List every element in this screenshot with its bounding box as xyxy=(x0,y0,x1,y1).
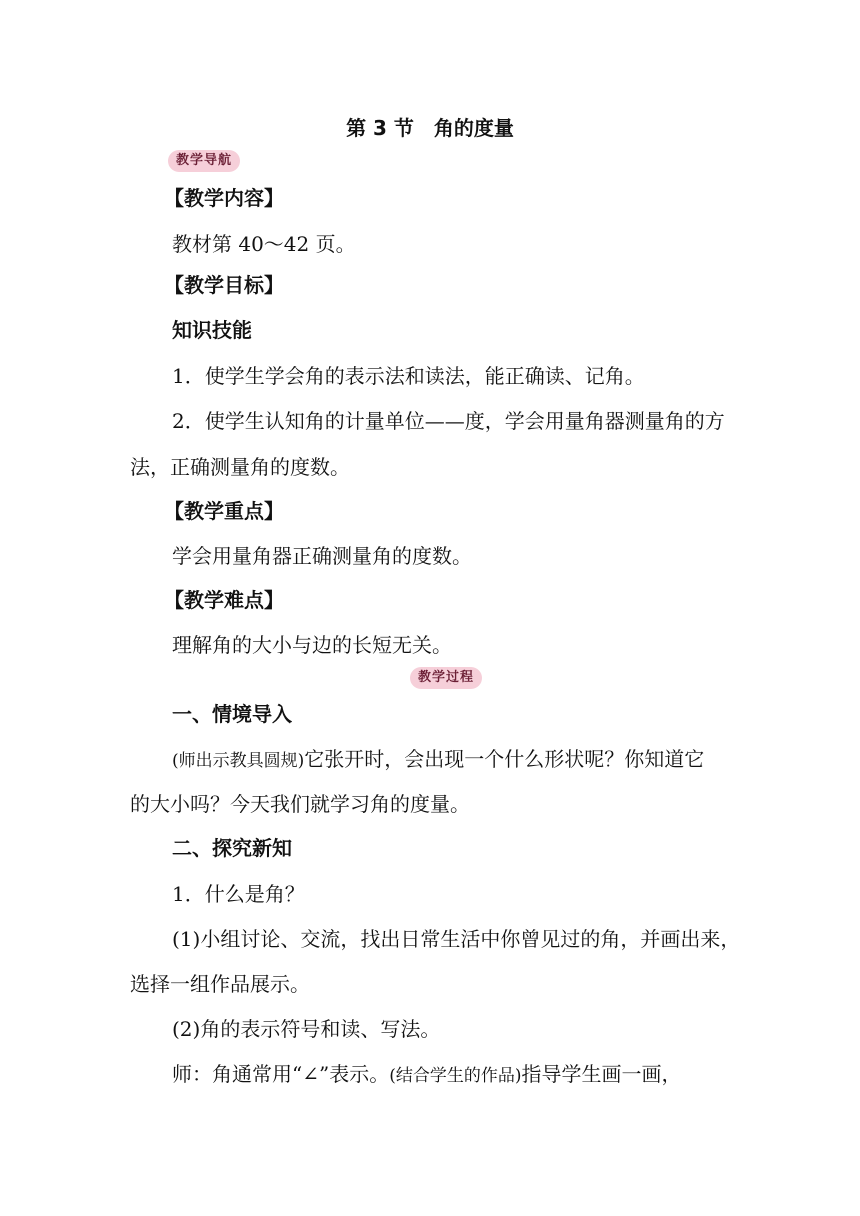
explore-item-1: 1．什么是角？ xyxy=(172,882,305,906)
intro-line-1 xyxy=(172,747,704,773)
skill-heading: 知识技能 xyxy=(172,318,252,342)
teacher-aside: (结合学生的作品) xyxy=(389,1066,522,1086)
teacher-line xyxy=(172,1062,681,1088)
teaching-guide-badge: 教学导航 xyxy=(168,150,240,172)
explore-item-1a-line2: 选择一组作品展示。 xyxy=(130,972,310,996)
goal-item-1: 1．使学生学会角的表示法和读法，能正确读、记角。 xyxy=(172,364,645,388)
intro-heading: 一、情境导入 xyxy=(172,702,292,726)
explore-item-1a-line1: (1)小组讨论、交流，找出日常生活中你曾见过的角，并画出来， xyxy=(172,927,741,951)
goal-item-2-line1: 2．使学生认知角的计量单位——度，学会用量角器测量角的方 xyxy=(172,409,725,433)
difficulty-heading: 【教学难点】 xyxy=(164,588,284,612)
page-title: 第 3 节 角的度量 xyxy=(346,116,514,140)
teaching-process-badge: 教学过程 xyxy=(410,667,482,689)
goal-item-2-line2: 法，正确测量角的度数。 xyxy=(130,455,350,479)
teacher-rest: 指导学生画一画， xyxy=(521,1062,682,1086)
goal-heading: 【教学目标】 xyxy=(164,273,284,297)
difficulty-text: 理解角的大小与边的长短无关。 xyxy=(172,633,452,657)
explore-item-1b: (2)角的表示符号和读、写法。 xyxy=(172,1017,441,1041)
intro-line-2: 的大小吗？今天我们就学习角的度量。 xyxy=(130,792,470,816)
content-heading: 【教学内容】 xyxy=(164,186,284,210)
content-text: 教材第 40～42 页。 xyxy=(172,232,356,256)
key-point-text: 学会用量角器正确测量角的度数。 xyxy=(172,544,472,568)
teacher-prefix: 师：角通常用“∠”表示。 xyxy=(172,1062,390,1086)
intro-line-1-text: 它张开时，会出现一个什么形状呢？你知道它 xyxy=(304,747,705,771)
explore-heading: 二、探究新知 xyxy=(172,836,292,860)
key-point-heading: 【教学重点】 xyxy=(164,499,284,523)
intro-aside: (师出示教具圆规) xyxy=(172,751,305,771)
